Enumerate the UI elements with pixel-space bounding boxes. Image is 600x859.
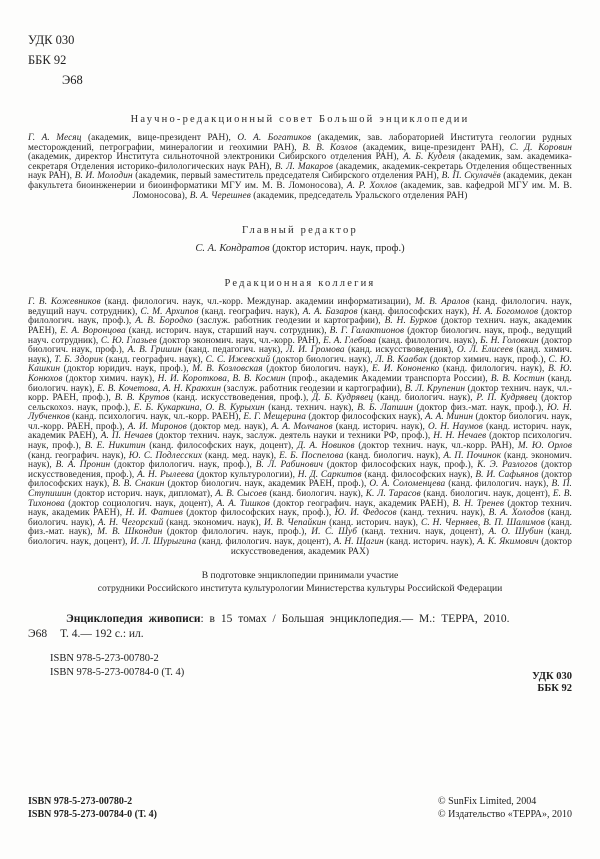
catalog-author-sign: Э68 bbox=[28, 628, 48, 641]
author-sign: Э68 bbox=[62, 73, 83, 87]
footer-isbn-2: ISBN 978-5-273-00784-0 (Т. 4) bbox=[28, 809, 157, 820]
catalog-title-bold: Энциклопедия живописи bbox=[66, 613, 201, 626]
catalog-volume-line bbox=[28, 628, 572, 640]
catalog-isbn-1: ISBN 978-5-273-00780-2 bbox=[50, 653, 159, 665]
footer-isbn-block bbox=[28, 795, 157, 821]
bbk-code: ББК 92 bbox=[28, 53, 67, 67]
catalog-title-rest: : в 15 томах / Большая энциклопедия.— М.: ТЕРРА, 2010. bbox=[200, 613, 510, 626]
catalog-isbn-block bbox=[28, 652, 572, 680]
chief-editor-heading: Главный редактор bbox=[242, 225, 358, 237]
chief-editor-line: С. А. Кондратов (доктор историч. наук, проф.) bbox=[195, 243, 405, 255]
copyright-block bbox=[438, 795, 572, 821]
catalog-isbn-2: ISBN 978-5-273-00784-0 (Т. 4) bbox=[50, 667, 185, 679]
participation-note bbox=[28, 569, 572, 595]
top-codes-block bbox=[28, 30, 572, 90]
copyright-line-1: © SunFix Limited, 2004 bbox=[438, 796, 537, 807]
cataloging-block bbox=[28, 613, 572, 695]
udk-code: УДК 030 bbox=[28, 33, 75, 47]
editorial-board-paragraph: Г. В. Кожевников (канд. филологич. наук, чл.-корр. Междунар. академии информатизации), М. В. Аралов (канд. филологич. наук, ведущий науч. сотрудник), С. М. Архипов (канд. географич. наук), А. А. Базаров (канд. философских наук), Н. А. Богомолов (доктор филологич. наук, проф.), А. В. Бородко (заслуж. работник геодезии и картографии), В. Н. Бурков (доктор технич. наук, академик РАЕН), Е. А. Воронцова (канд. историч. наук, старший науч. сотрудник), В. Г. Галактионов (доктор биологич. наук, проф., ведущий науч. сотрудник), С. Ю. Глазьев (доктор экономич. наук, чл.-корр. РАН), Е. А. Глебова (канд. филологич. наук), Б. Н. Головкин (доктор биологич. наук, проф.), А. В. Гришин (канд. педагогич. наук), Л. И. Громова (канд. искусствоведения), О. Л. Елисеев (канд. химич. наук), Т. Б. Здорик (канд. географич. наук), С. С. Ижевский (доктор биологич. наук), Л. В. Каабак (доктор химич. наук, проф.), С. Ю. Кашкин (доктор юридич. наук, проф.), М. В. Козловская (доктор биологич. наук), Е. И. Кононенко (канд. филологич. наук), В. Ю. Конюхов (доктор химич. наук), Н. И. Короткова, В. В. Космин (проф., академик Академии транспорта России), В. В. Костин (канд. биологич. наук), Е. В. Кочетова, А. Н. Краюхин (заслуж. работник геодезии и картографии), В. Л. Крупенин (доктор технич. наук, чл.-корр. РАЕН, проф.), В. В. Крутов (канд. искусствоведения, проф.), Д. Б. Кудрявец (канд. биологич. наук), Р. П. Кудрявец (доктор сельскохоз. наук, проф.), Е. Б. Кукаркина, О. В. Курыхин (канд. технич. наук), В. Б. Лапшин (доктор физ.-мат. наук, проф.), Ю. Н. Лубченков (канд. психологич. наук, чл.-корр. РАЕН), Е. Г. Мещерина (доктор философских наук), А. А. Минин (доктор биологич. наук, чл.-корр. РАЕН, проф.), А. И. Миронов (доктор мед. наук), А. А. Молчанов (канд. историч. наук), О. Н. Наумов (канд. историч. наук, академик РАЕН), А. П. Нечаев (доктор технич. наук, заслуж. деятель науки и техники РФ, проф.), Н. Н. Нечаев (доктор психологич. наук, проф.), В. Е. Никитин (канд. философских наук, доцент), Д. А. Новиков (доктор технич. наук, чл.-корр. РАН), М. Ю. Орлов (канд. географич. наук), Ю. С. Подлесских (канд. мед. наук), Е. Б. Поспелова (канд. биологич. наук), А. П. Починок (канд. экономич. наук), В. А. Пронин (доктор филологич. наук, проф.), В. Л. Рабинович (доктор философских наук, проф.), К. Э. Разлогов (доктор искусствоведения, проф.), А. Н. Рылеева (доктор культурологии), Н. Д. Саркитов (канд. философских наук), В. И. Сафьянов (доктор философских наук), В. В. Снакин (доктор биологич. наук, академик РАЕН, проф.), О. А. Соломенцева (канд. филологич. наук), В. П. Ступишин (доктор историч. наук, дипломат), А. В. Сысоев (канд. биологич. наук), К. Л. Тарасов (канд. биологич. наук, доцент), Е. В. Тихонова (доктор социологич. наук, доцент), А. А. Тишков (доктор географич. наук, академик РАЕН), В. Н. Тренев (доктор технич. наук, академик РАЕН), Н. И. Фатиев (доктор философских наук, проф.), Ю. И. Федосов (канд. технич. наук), В. А. Холодов (канд. биологич. наук), А. Н. Чегорский (канд. экономич. наук), И. В. Чепайкин (канд. историч. наук), С. Н. Черняев, В. П. Шалимов (канд. физ.-мат. наук), М. В. Шкондин (доктор филологич. наук, проф.), И. С. Шуб (канд. технич. наук, доцент), А. О. Шубин (канд. биологич. наук, доцент), И. Л. Шурыгина (канд. филологич. наук, доцент), А. Н. Щагин (канд. историч. наук), А. К. Якимович (доктор искусствоведения, академик РАХ) bbox=[28, 297, 573, 557]
udk-code-right: УДК 030 bbox=[532, 671, 572, 683]
participation-line-2: сотрудники Российского института культурологии Министерства культуры Российской Федерации bbox=[97, 583, 503, 595]
catalog-title-line bbox=[28, 613, 572, 625]
participation-line-1: В подготовке энциклопедии принимали участие bbox=[201, 570, 399, 582]
copyright-line-2: © Издательство «ТЕРРА», 2010 bbox=[438, 809, 572, 820]
catalog-volume-text: Т. 4.— 192 с.: ил. bbox=[60, 628, 144, 641]
udk-right-block bbox=[532, 671, 572, 695]
council-heading: Научно-редакционный совет Большой энциклопедии bbox=[130, 114, 470, 125]
editorial-board-heading: Редакционная коллегия bbox=[224, 278, 376, 290]
council-members-paragraph: Г. А. Месяц (академик, вице-президент РАН), О. А. Богатиков (академик, зав. лабораторией Института геологии рудных месторождений, петрографии, минералогии и геохимии РАН), В. В. Козлов (академик, вице-президент РАН), С. Д. Коровин (академик, директор Института сильноточной электроники Сибирского отделения РАН), А. Б. Куделя (академик, зам. академика-секретаря Отделения историко-филологических наук РАН), В. Л. Макаров (академик, академик-секретарь Отделения общественных наук РАН), В. И. Молодин (академик, первый заместитель председателя Сибирского отделения РАН), В. П. Скулачёв (академик, декан факультета биоинженерии и биоинформатики МГУ им. М. В. Ломоносова), А. Р. Хохлов (академик, зав. кафедрой МГУ им. М. В. Ломоносова), В. А. Черешнев (академик, председатель Уральского отделения РАН) bbox=[28, 133, 572, 201]
bbk-code-right: ББК 92 bbox=[537, 683, 572, 695]
footer-block bbox=[28, 795, 572, 821]
footer-isbn-1: ISBN 978-5-273-00780-2 bbox=[28, 796, 133, 807]
